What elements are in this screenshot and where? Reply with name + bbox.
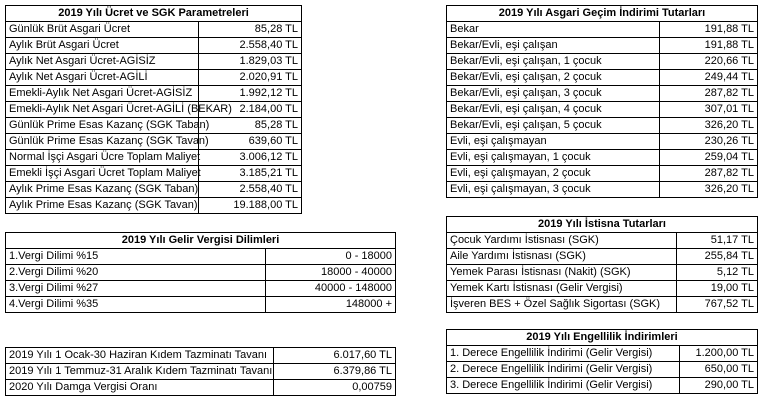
row-value: 255,84 TL (677, 249, 758, 265)
row-value: 3.185,21 TL (199, 166, 302, 182)
table-header-row (6, 233, 396, 249)
table-row (6, 198, 302, 214)
income-tax-brackets-table (5, 232, 396, 313)
table-row (447, 86, 758, 102)
table-row (6, 118, 302, 134)
row-value: 40000 - 148000 (266, 281, 396, 297)
row-value: 191,88 TL (660, 38, 758, 54)
table-row (6, 249, 396, 265)
row-value: 5,12 TL (677, 265, 758, 281)
row-label: İşveren BES + Özel Sağlık Sigortası (SGK) (447, 297, 677, 313)
row-value: 6.379,86 TL (274, 364, 396, 380)
table-row (447, 378, 758, 394)
row-label: Normal İşçi Asgari Ücre Toplam Maliyet (6, 150, 199, 166)
row-value: 2.558,40 TL (199, 182, 302, 198)
table-title: 2019 Yılı Gelir Vergisi Dilimleri (6, 233, 396, 249)
row-value: 767,52 TL (677, 297, 758, 313)
table-row (6, 150, 302, 166)
table-row (447, 265, 758, 281)
row-label: Bekar (447, 22, 660, 38)
table-title: 2019 Yılı Asgari Geçim İndirimi Tutarları (447, 6, 758, 22)
row-value: 85,28 TL (199, 22, 302, 38)
table-row (6, 54, 302, 70)
table-row (447, 134, 758, 150)
row-label: 2019 Yılı 1 Ocak-30 Haziran Kıdem Tazminatı Tavanı (6, 348, 274, 364)
row-value: 6.017,60 TL (274, 348, 396, 364)
table-row (6, 380, 396, 396)
table-row (6, 70, 302, 86)
table-row (6, 348, 396, 364)
agi-amounts-table (446, 5, 758, 198)
row-label: 1. Derece Engellilik İndirimi (Gelir Vergisi) (447, 346, 680, 362)
row-label: Bekar/Evli, eşi çalışan, 1 çocuk (447, 54, 660, 70)
row-value: 287,82 TL (660, 86, 758, 102)
row-label: Günlük Brüt Asgari Ücret (6, 22, 199, 38)
row-value: 1.992,12 TL (199, 86, 302, 102)
table-row (6, 134, 302, 150)
row-label: 2. Derece Engellilik İndirimi (Gelir Vergisi) (447, 362, 680, 378)
row-label: 2020 Yılı Damga Vergisi Oranı (6, 380, 274, 396)
row-label: Bekar/Evli, eşi çalışan, 2 çocuk (447, 70, 660, 86)
row-label: Bekar/Evli, eşi çalışan (447, 38, 660, 54)
row-value: 3.006,12 TL (199, 150, 302, 166)
table-row (6, 22, 302, 38)
table-row (447, 233, 758, 249)
row-label: Yemek Kartı İstisnası (Gelir Vergisi) (447, 281, 677, 297)
table-row (447, 249, 758, 265)
table-header-row (447, 330, 758, 346)
table-header-row (447, 217, 758, 233)
row-label: Bekar/Evli, eşi çalışan, 5 çocuk (447, 118, 660, 134)
row-label: Evli, eşi çalışmayan, 2 çocuk (447, 166, 660, 182)
row-value: 19,00 TL (677, 281, 758, 297)
row-label: Günlük Prime Esas Kazanç (SGK Taban) (6, 118, 199, 134)
table-row (447, 346, 758, 362)
row-value: 19.188,00 TL (199, 198, 302, 214)
row-value: 191,88 TL (660, 22, 758, 38)
table-row (447, 118, 758, 134)
row-label: 3. Derece Engellilik İndirimi (Gelir Vergisi) (447, 378, 680, 394)
row-label: Günlük Prime Esas Kazanç (SGK Tavan) (6, 134, 199, 150)
table-row (447, 281, 758, 297)
row-value: 307,01 TL (660, 102, 758, 118)
table-title: 2019 Yılı Engellilik İndirimleri (447, 330, 758, 346)
row-value: 85,28 TL (199, 118, 302, 134)
row-value: 220,66 TL (660, 54, 758, 70)
row-value: 230,26 TL (660, 134, 758, 150)
disability-discounts-table (446, 329, 758, 394)
table-row (6, 38, 302, 54)
row-value: 0,00759 (274, 380, 396, 396)
row-label: Aile Yardımı İstisnası (SGK) (447, 249, 677, 265)
sgk-parameters-table (5, 5, 302, 214)
table-row (447, 38, 758, 54)
row-value: 51,17 TL (677, 233, 758, 249)
row-value: 1.200,00 TL (680, 346, 758, 362)
row-label: Aylık Net Asgari Ücret-AGİLİ (6, 70, 199, 86)
row-label: Aylık Net Asgari Ücret-AGİSİZ (6, 54, 199, 70)
table-title: 2019 Yılı İstisna Tutarları (447, 217, 758, 233)
row-value: 326,20 TL (660, 182, 758, 198)
row-label: Evli, eşi çalışmayan, 1 çocuk (447, 150, 660, 166)
row-label: Aylık Prime Esas Kazanç (SGK Taban) (6, 182, 199, 198)
row-label: 3.Vergi Dilimi %27 (6, 281, 266, 297)
table-row (6, 364, 396, 380)
row-value: 18000 - 40000 (266, 265, 396, 281)
table-row (6, 86, 302, 102)
row-label: Emekli-Aylık Net Asgari Ücret-AGİLİ (BEKAR) (6, 102, 199, 118)
row-value: 148000 + (266, 297, 396, 313)
row-label: Aylık Brüt Asgari Ücret (6, 38, 199, 54)
row-value: 2.558,40 TL (199, 38, 302, 54)
table-row (6, 281, 396, 297)
row-value: 650,00 TL (680, 362, 758, 378)
row-value: 259,04 TL (660, 150, 758, 166)
table-row (447, 54, 758, 70)
row-value: 639,60 TL (199, 134, 302, 150)
exemption-amounts-table (446, 216, 758, 313)
row-value: 2.020,91 TL (199, 70, 302, 86)
row-value: 2.184,00 TL (199, 102, 302, 118)
table-row (447, 102, 758, 118)
row-label: Evli, eşi çalışmayan, 3 çocuk (447, 182, 660, 198)
row-label: Bekar/Evli, eşi çalışan, 4 çocuk (447, 102, 660, 118)
table-row (6, 182, 302, 198)
table-row (6, 265, 396, 281)
row-label: 2019 Yılı 1 Temmuz-31 Aralık Kıdem Tazminatı Tavanı (6, 364, 274, 380)
row-label: Evli, eşi çalışmayan (447, 134, 660, 150)
table-row (447, 297, 758, 313)
row-value: 1.829,03 TL (199, 54, 302, 70)
table-row (447, 22, 758, 38)
row-label: Çocuk Yardımı İstisnası (SGK) (447, 233, 677, 249)
table-row (447, 166, 758, 182)
row-label: Emekli-Aylık Net Asgari Ücret-AGİSİZ (6, 86, 199, 102)
row-label: Yemek Parası İstisnası (Nakit) (SGK) (447, 265, 677, 281)
table-row (6, 102, 302, 118)
severance-stamp-table (5, 347, 396, 396)
table-header-row (447, 6, 758, 22)
row-label: Bekar/Evli, eşi çalışan, 3 çocuk (447, 86, 660, 102)
row-label: 2.Vergi Dilimi %20 (6, 265, 266, 281)
row-value: 249,44 TL (660, 70, 758, 86)
row-value: 0 - 18000 (266, 249, 396, 265)
row-value: 290,00 TL (680, 378, 758, 394)
row-value: 326,20 TL (660, 118, 758, 134)
row-label: 4.Vergi Dilimi %35 (6, 297, 266, 313)
table-row (447, 362, 758, 378)
table-row (447, 182, 758, 198)
row-label: 1.Vergi Dilimi %15 (6, 249, 266, 265)
table-title: 2019 Yılı Ücret ve SGK Parametreleri (6, 6, 302, 22)
table-row (6, 166, 302, 182)
table-row (447, 150, 758, 166)
row-value: 287,82 TL (660, 166, 758, 182)
table-header-row (6, 6, 302, 22)
row-label: Emekli İşçi Asgari Ücret Toplam Maliyet (6, 166, 199, 182)
table-row (6, 297, 396, 313)
table-row (447, 70, 758, 86)
row-label: Aylık Prime Esas Kazanç (SGK Tavan) (6, 198, 199, 214)
